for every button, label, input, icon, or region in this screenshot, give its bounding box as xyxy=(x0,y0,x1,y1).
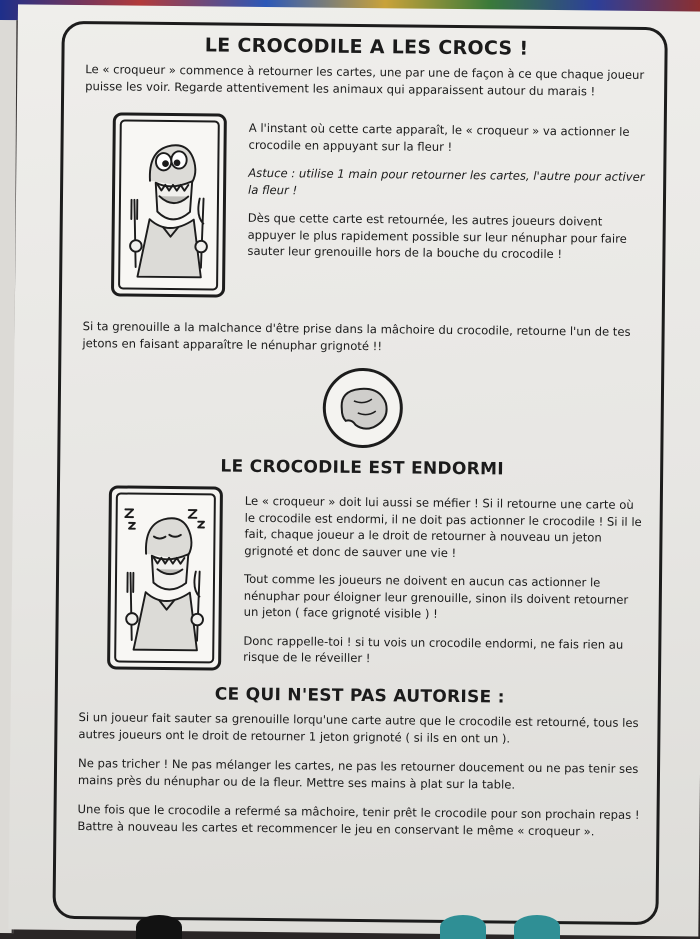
crocodile-sleeping-card-illustration xyxy=(107,485,223,670)
background-object-teal xyxy=(440,915,486,939)
awake-paragraph-2: Dès que cette carte est retournée, les autres joueurs doivent appuyer le plus rapidement possible sur leur nénuphar pour faire sauter leur grenouille hors de la bouche du crocodile ! xyxy=(247,210,627,262)
tip-paragraph: Astuce : utilise 1 main pour retourner les cartes, l'autre pour activer la fleur ! xyxy=(248,165,645,197)
awake-card-row xyxy=(83,112,647,302)
sleep-card-row xyxy=(79,485,643,675)
sleep-paragraph-2: Tout comme les joueurs ne doivent en aucun cas actionner le nénuphar pour éloigner leur grenouille, sinon ils doivent retourner un jeton ( face grignoté visible ) ! xyxy=(243,571,629,621)
sleep-paragraph-1: Le « croqueur » doit lui aussi se méfier ! Si il retourne une carte où le crocodile est endormi, il ne doit pas actionner le crocodile ! Si il le fait, chaque joueur a le droit de retourner à nouveau un jeton grignoté et donc de sauver une vie ! xyxy=(244,493,642,560)
rules-list xyxy=(77,709,640,840)
rule-paragraph: Ne pas tricher ! Ne pas mélanger les cartes, ne pas les retourner doucement ou ne pas tenir ses mains près du nénuphar ou de la fleur. Mettre ses mains à plat sur la table. xyxy=(77,756,639,792)
section-title-crocs: LE CROCODILE A LES CROCS ! xyxy=(204,34,529,60)
crocodile-awake-icon xyxy=(120,121,218,288)
intro-paragraph: Le « croqueur » commence à retourner les cartes, une par une de façon à ce que chaque joueur puisse les voir. Regarde attentivement les animaux qui apparaissent autour du marais ! xyxy=(85,62,645,98)
section-title-interdit: CE QUI N'EST PAS AUTORISE : xyxy=(214,684,505,708)
awake-card-text xyxy=(247,114,647,264)
crocodile-awake-card-illustration xyxy=(111,112,227,297)
rules-page xyxy=(8,4,700,936)
section-title-endormi: LE CROCODILE EST ENDORMI xyxy=(220,456,504,480)
nibbled-lily-pad-token-icon xyxy=(322,368,403,449)
caught-frog-paragraph: Si ta grenouille a la malchance d'être prise dans la mâchoire du crocodile, retourne l'un de tes jetons en faisant apparaître le nénuphar grignoté !! xyxy=(82,319,631,353)
rule-paragraph: Si un joueur fait sauter sa grenouille lorqu'une carte autre que le crocodile est retourné, tous les autres joueurs ont le droit de retourner 1 jeton grignoté ( si ils en ont un ). xyxy=(78,710,639,746)
awake-paragraph-1: A l'instant où cette carte apparaît, le « croqueur » va actionner le crocodile en appuyant sur la fleur ! xyxy=(248,120,630,154)
crocodile-sleeping-icon xyxy=(116,494,214,661)
token-wrap xyxy=(81,365,644,451)
rule-paragraph: Une fois que le crocodile a refermé sa mâchoire, tenir prêt le crocodile pour son prochain repas ! Battre à nouveau les cartes et recommencer le jeu en conservant le même « croqueur ». xyxy=(77,802,640,838)
sleep-paragraph-3: Donc rappelle-toi ! si tu vois un crocodile endormi, ne fais rien au risque de le réveiller ! xyxy=(243,633,624,666)
background-object-dark xyxy=(136,915,182,939)
background-object-teal xyxy=(514,915,560,939)
sleep-card-text xyxy=(243,487,643,670)
page-content xyxy=(77,29,647,840)
